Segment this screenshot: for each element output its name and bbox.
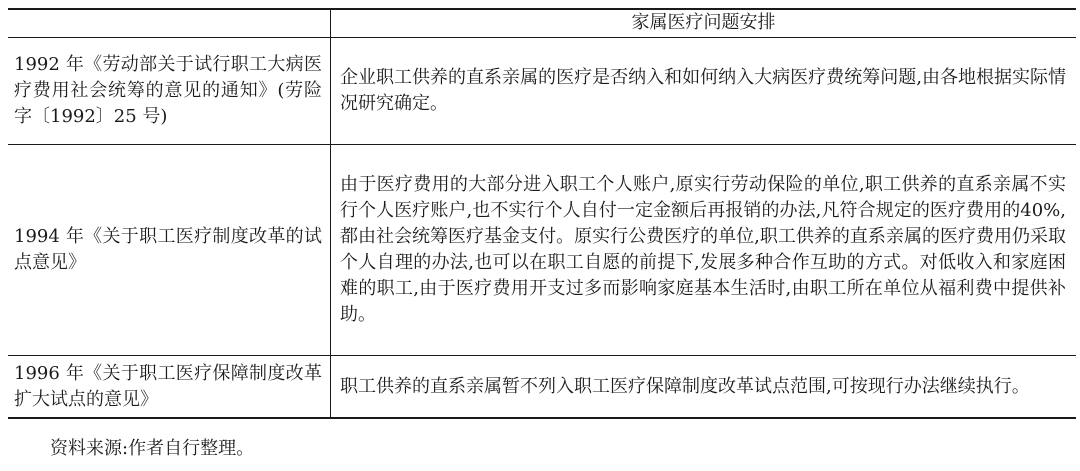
table-row-3-policy bbox=[14, 356, 322, 417]
policy-text: 1992 年《劳动部关于试行职工大病医疗费用社会统筹的意见的通知》(劳险字〔1992〕25 号) bbox=[14, 54, 322, 127]
policy-text: 1994 年《关于职工医疗制度改革的试点意见》 bbox=[14, 226, 322, 273]
table-row-2-policy bbox=[14, 145, 322, 355]
table-row-1-arrangement bbox=[340, 38, 1066, 144]
arrangement-text: 职工供养的直系亲属暂不列入职工医疗保障制度改革试点范围,可按现行办法继续执行。 bbox=[340, 375, 1030, 397]
table-bottom-rule bbox=[8, 417, 1076, 419]
arrangement-text: 企业职工供养的直系亲属的医疗是否纳入和如何纳入大病医疗费统筹问题,由各地根据实际情况研究确定。 bbox=[340, 67, 1066, 114]
column-divider bbox=[330, 8, 331, 419]
column-header-arrangement: 家属医疗问题安排 bbox=[631, 12, 776, 33]
policy-text: 1996 年《关于职工医疗保障制度改革扩大试点的意见》 bbox=[14, 362, 322, 410]
arrangement-text: 由于医疗费用的大部分进入职工个人账户,原实行劳动保险的单位,职工供养的直系亲属不实行个人医疗账户,也不实行个人自付一定金额后再报销的办法,凡符合规定的医疗费用的40%,都由社会统筹医疗基金支付。原实行公费医疗的单位,职工供养的直系亲属的医疗费用仍采取个人自理的办法,也可以在职工自愿的前提下,发展多种合作互助的方式。对低收入和家庭困难的职工,由于医疗费用开支过多而影响家庭基本生活时,由职工所在单位从福利费中提供补助。 bbox=[340, 174, 1066, 325]
table-row-1-policy bbox=[14, 38, 322, 144]
table-row-3-arrangement bbox=[340, 356, 1066, 417]
table-row-2-arrangement bbox=[340, 145, 1066, 355]
source-note: 资料来源:作者自行整理。 bbox=[50, 438, 255, 459]
policy-table bbox=[8, 8, 1076, 419]
